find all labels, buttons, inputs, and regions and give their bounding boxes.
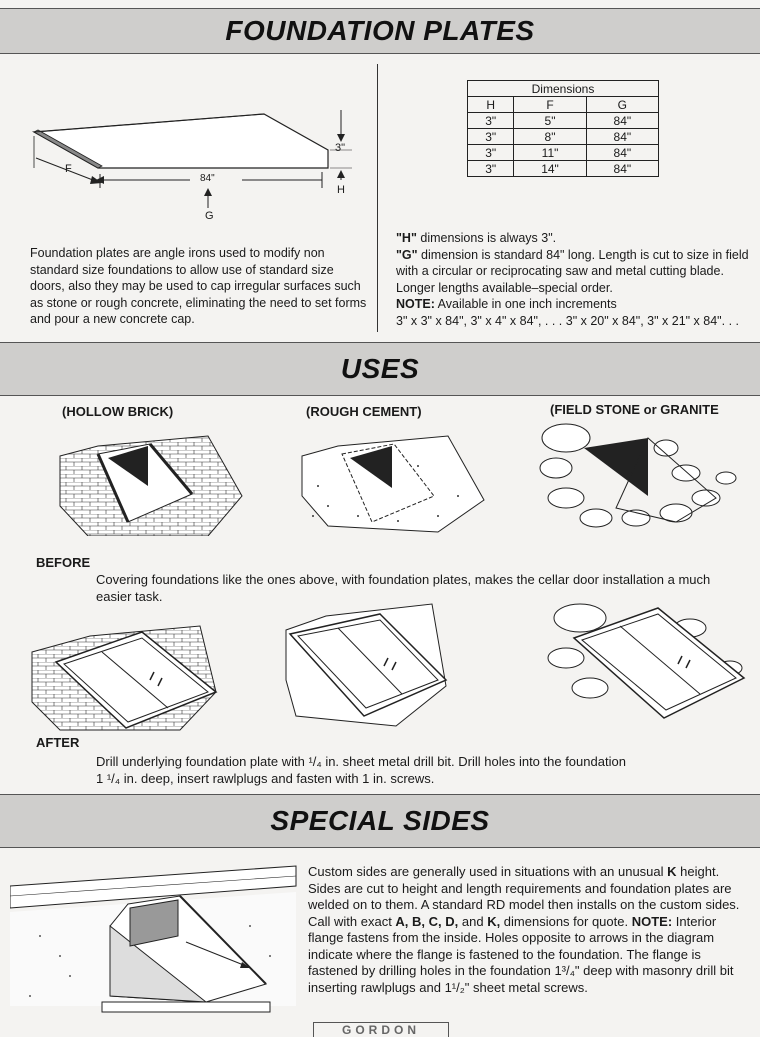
hollow-brick-before-illustration [58,426,248,536]
dimensions-caption: Dimensions [468,81,659,97]
h-note: dimensions is always 3". [416,231,557,245]
field-stone-before-illustration [536,418,740,538]
caption-rough-cement: (ROUGH CEMENT) [306,404,422,419]
uses-header [0,342,760,396]
special-sides-text-4: dimensions for quote. [500,913,632,929]
table-row [468,113,659,129]
table-cell: 84" [586,161,658,177]
k-dimension-key: K, [487,913,501,929]
table-cell: 84" [586,113,658,129]
special-sides-title: SPECIAL SIDES [270,805,490,836]
table-cell: 14" [514,161,586,177]
increments-note: Available in one inch increments [434,297,617,311]
note-key: NOTE: [396,297,435,311]
increments-list: 3" x 3" x 84", 3" x 4" x 84", . . . 3" x 20" x 84", 3" x 21" x 84". . . [396,313,739,328]
table-cell: 84" [586,145,658,161]
gordon-logo: GORDON [313,1022,449,1037]
after-text-line-2: 1 ¹/₄ in. deep, insert rawlplugs and fasten with 1 in. screws. [96,771,435,786]
table-cell: 3" [468,129,514,145]
table-row [468,161,659,177]
g-note: dimension is standard 84" long. Length is cut to size in field with a circular or reciprocating saw and metal cutting blade. Longer lengths available–special order. [396,247,749,295]
field-stone-after-illustration [540,598,750,722]
rough-cement-before-illustration [298,426,488,536]
k-height-key: K [667,864,677,879]
foundation-plates-header [0,8,760,54]
caption-hollow-brick: (HOLLOW BRICK) [62,404,174,419]
table-cell: 3" [468,113,514,129]
diagram-g-letter: G [205,210,214,222]
dimensions-table [467,80,659,177]
table-cell: 5" [514,113,586,129]
table-cell: 84" [586,129,658,145]
rough-cement-after-illustration [266,600,456,730]
table-cell: 3" [468,145,514,161]
diagram-h-letter: H [337,184,345,196]
before-label: BEFORE [36,555,91,570]
foundation-plates-description: Foundation plates are angle irons used to modify non standard size foundations to allow use of standard size doors, also they may be used to cap irregular surfaces such as stone or rough concrete, eliminating the need to set forms and pour a new concrete cap. [30,246,367,326]
table-row [468,145,659,161]
uses-title: USES [340,353,420,384]
diagram-h-value: 3" [335,142,346,154]
col-header-h: H [468,97,514,113]
h-key: "H" [396,231,417,245]
table-cell: 8" [514,129,586,145]
table-cell: 11" [514,145,586,161]
special-sides-header [0,794,760,848]
foundation-plates-notes [396,230,758,329]
dimension-keys: A, B, C, D, [395,913,459,929]
caption-field-stone: (FIELD STONE or GRANITE [550,402,719,417]
table-cell: 3" [468,161,514,177]
special-sides-illustration [10,856,300,1016]
col-header-g: G [586,97,658,113]
col-header-f: F [514,97,586,113]
g-key: "G" [396,247,418,262]
special-sides-note-key: NOTE: [631,913,673,929]
diagram-length-label: 84" [200,173,215,184]
after-text-line-1: Drill underlying foundation plate with ¹/₄ in. sheet metal drill bit. Drill holes into the foundation [96,754,626,769]
special-sides-text-5: Interior flange fastens from the inside. Holes opposite to arrows in the diagram indicate where the flange is fastened to the foundation. The flange is fastened by drilling holes in the foundation 1³/₄" deep with masonry drill bit inserting rawlplugs and 1¹/₂" sheet metal screws. [308,913,734,995]
foundation-plate-diagram [28,110,358,230]
special-sides-description [308,864,748,996]
table-row [468,129,659,145]
diagram-f-letter: F [65,163,72,175]
special-sides-text-2: height. Sides are cut to height and length requirements and foundation plates are welded on to them. A standard RD model then installs on the custom sides. Call with exact [308,864,740,929]
vertical-divider [377,64,378,332]
foundation-plates-title: FOUNDATION PLATES [225,15,535,46]
special-sides-text-3: and [458,913,488,929]
hollow-brick-after-illustration [30,622,220,732]
before-text: Covering foundations like the ones above, with foundation plates, makes the cellar door installation a much easier task. [96,572,711,604]
after-label: AFTER [36,735,80,750]
special-sides-text-1: Custom sides are generally used in situations with an unusual [308,864,668,879]
